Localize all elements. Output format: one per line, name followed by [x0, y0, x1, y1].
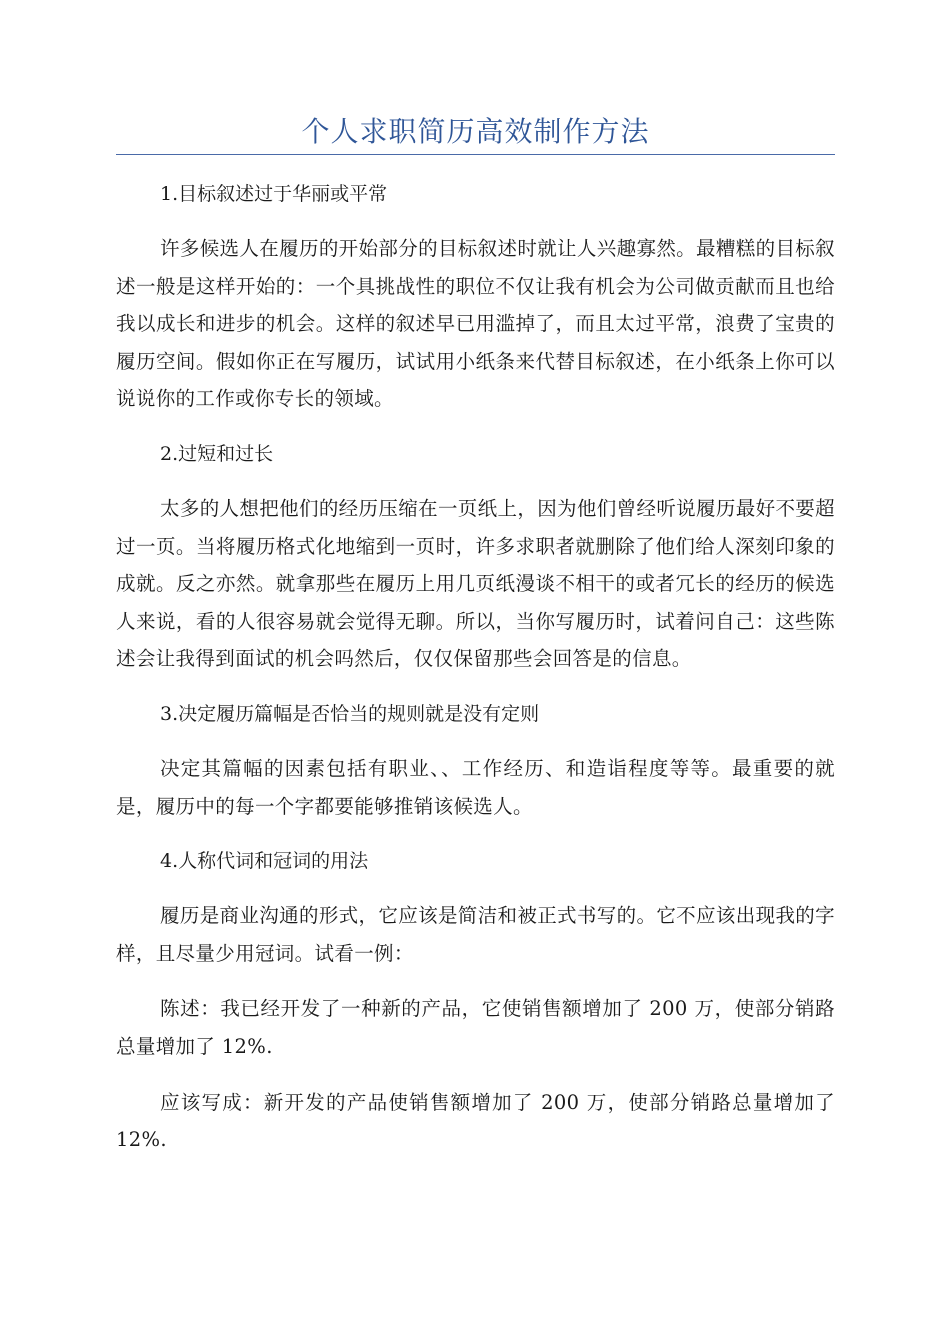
section-4-paragraph-1: 履历是商业沟通的形式，它应该是简洁和被正式书写的。它不应该出现我的字样，且尽量少用冠词。试看一例： — [116, 904, 835, 965]
section-3-paragraph-1: 决定其篇幅的因素包括有职业、、工作经历、和造诣程度等等。最重要的就是，履历中的每一个字都要能够推销该候选人。 — [116, 756, 835, 818]
section-4-paragraph-2: 陈述：我已经开发了一种新的产品，它使销售额增加了 200 万，使部分销路总量增加了 12%. — [116, 997, 835, 1058]
section-heading-1: 1.目标叙述过于华丽或平常 — [160, 183, 388, 205]
section-1-paragraph-1: 许多候选人在履历的开始部分的目标叙述时就让人兴趣寡然。最糟糕的目标叙述一般是这样开始的：一个具挑战性的职位不仅让我有机会为公司做贡献而且也给我以成长和进步的机会。这样的叙述早已用滥掉了，而且太过平常，浪费了宝贵的履历空间。假如你正在写履历，试试用小纸条来代替目标叙述，在小纸条上你可以说说你的工作或你专长的领域。 — [116, 237, 835, 411]
section-heading-2: 2.过短和过长 — [160, 442, 274, 465]
section-heading-3: 3.决定履历篇幅是否恰当的规则就是没有定则 — [160, 702, 540, 725]
document-body — [116, 176, 835, 1177]
section-heading-4: 4.人称代词和冠词的用法 — [160, 850, 369, 873]
title-underline — [116, 154, 835, 155]
document-title: 个人求职简历高效制作方法 — [301, 115, 650, 148]
section-2-paragraph-1: 太多的人想把他们的经历压缩在一页纸上，因为他们曾经听说履历最好不要超过一页。当将履历格式化地缩到一页时，许多求职者就删除了他们给人深刻印象的成就。反之亦然。就拿那些在履历上用几页纸漫谈不相干的或者冗长的经历的候选人来说，看的人很容易就会觉得无聊。所以，当你写履历时，试着问自己：这些陈述会让我得到面试的机会吗然后，仅仅保留那些会回答是的信息。 — [116, 496, 835, 671]
section-4-paragraph-3: 应该写成：新开发的产品使销售额增加了 200 万，使部分销路总量增加了 12%. — [116, 1090, 835, 1152]
